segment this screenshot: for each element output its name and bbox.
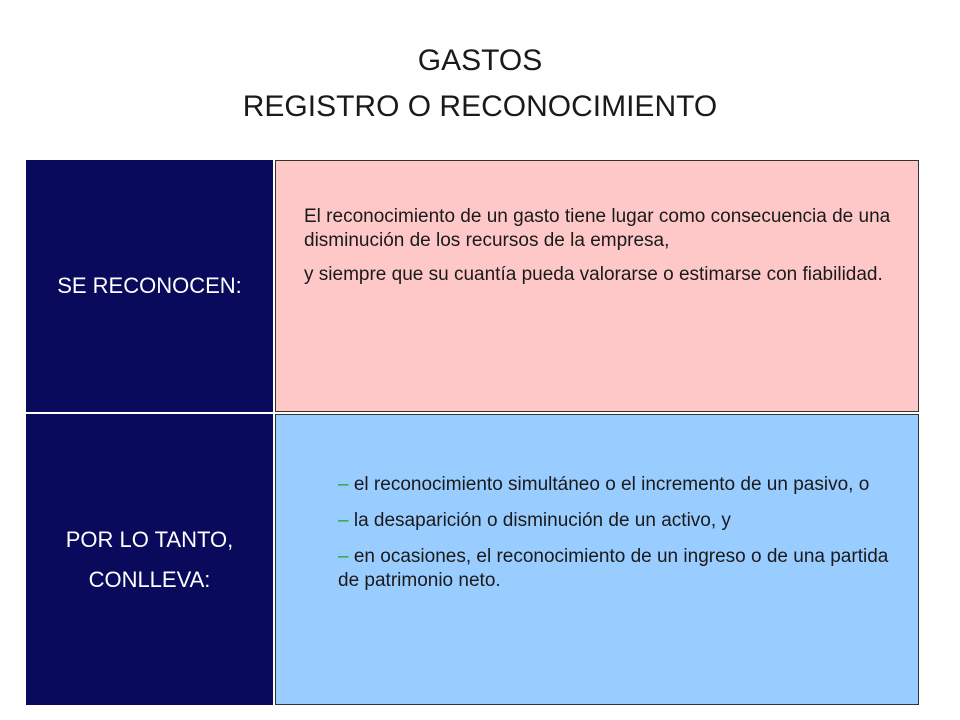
dash-marker: –: [338, 474, 349, 495]
title-line-1: GASTOS: [417, 44, 543, 77]
row-content-conlleva: [275, 414, 919, 705]
row-label-conlleva: [26, 414, 273, 705]
list-item: [338, 509, 902, 533]
paragraph: El reconocimiento de un gasto tiene lugar como consecuencia de una disminución de los recursos de la empresa,: [304, 206, 891, 251]
list-item-text: la desaparición o disminución de un activo, y: [353, 510, 731, 531]
paragraph: y siempre que su cuantía pueda valorarse o estimarse con fiabilidad.: [304, 264, 883, 285]
row-content-reconocen: [275, 160, 919, 412]
list-item: [338, 545, 902, 593]
row-label-text: POR LO TANTO, CONLLEVA:: [65, 526, 234, 592]
definition-table: [26, 160, 919, 705]
list-item-text: en ocasiones, el reconocimiento de un ingreso o de una partida de patrimonio neto.: [338, 546, 889, 591]
list-item-text: el reconocimiento simultáneo o el incremento de un pasivo, o: [353, 474, 870, 495]
list-item: [338, 473, 902, 497]
row-label-reconocen: [26, 160, 273, 412]
row-label-text: SE RECONOCEN:: [57, 273, 242, 298]
dash-marker: –: [338, 546, 349, 567]
title-line-2: REGISTRO O RECONOCIMIENTO: [242, 90, 718, 123]
slide-title: [0, 38, 960, 130]
dash-marker: –: [338, 510, 349, 531]
